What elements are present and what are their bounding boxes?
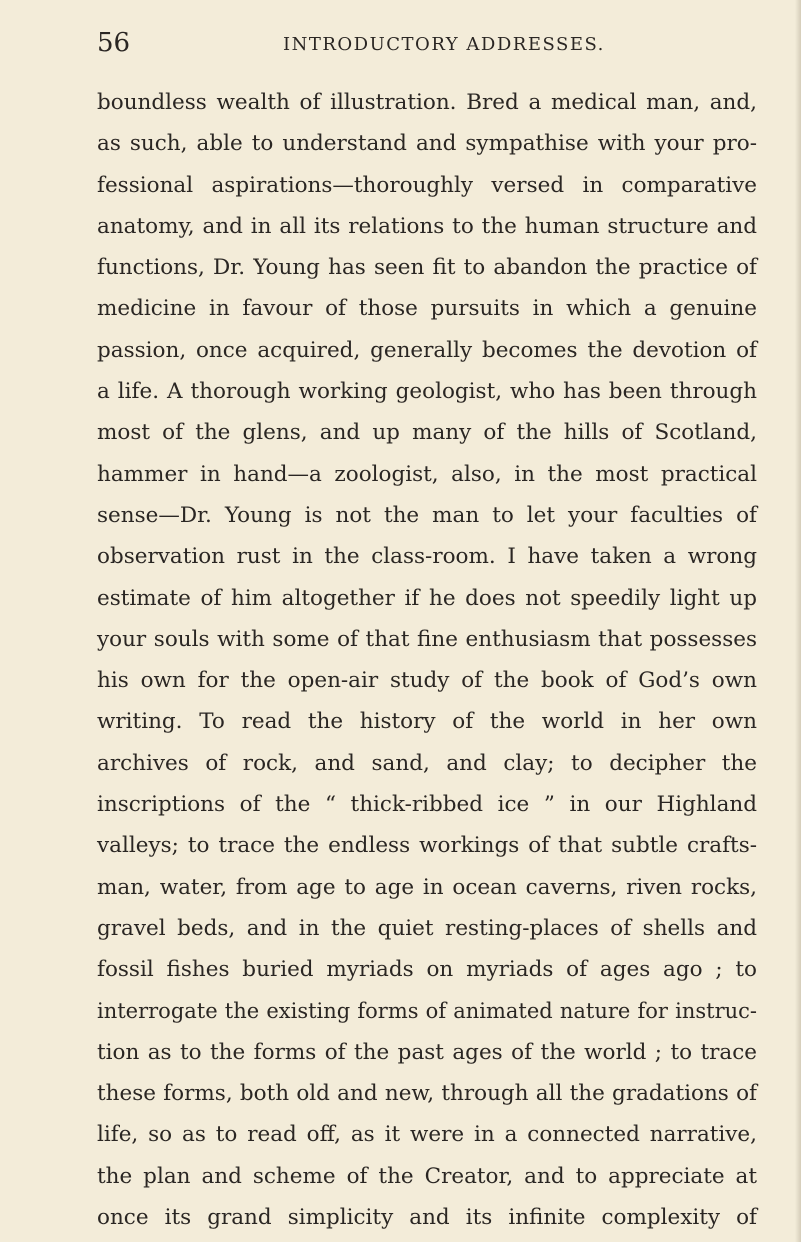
text-line: valleys; to trace the endless workings of that subtle crafts- [97, 833, 757, 859]
text-line: inscriptions of the “ thick-ribbed ice ” in our Highland [97, 792, 757, 818]
text-line: interrogate the existing forms of animated nature for instruc- [97, 998, 757, 1023]
text-line: most of the glens, and up many of the hills of Scotland, [97, 420, 757, 446]
text-line: the plan and scheme of the Creator, and to appreciate at [97, 1163, 757, 1189]
text-line: functions, Dr. Young has seen fit to abandon the practice of [97, 255, 757, 281]
text-line: anatomy, and in all its relations to the human structure and [97, 213, 757, 239]
text-line: writing. To read the history of the world in her own [97, 709, 757, 735]
text-line: fossil fishes buried myriads on myriads of ages ago ; to [97, 957, 757, 983]
text-line: once its grand simplicity and its infinite complexity of [97, 1205, 757, 1231]
running-head: INTRODUCTORY ADDRESSES. [283, 34, 605, 55]
text-line: passion, once acquired, generally becomes the devotion of [97, 337, 757, 363]
page-number: 56 [97, 28, 131, 58]
page-edge-shadow [795, 0, 801, 1242]
text-line: tion as to the forms of the past ages of the world ; to trace [97, 1039, 757, 1065]
text-line: observation rust in the class-room. I have taken a wrong [97, 544, 757, 570]
body-text [97, 82, 757, 1238]
text-line: a life. A thorough working geologist, who has been through [97, 379, 757, 405]
text-line: man, water, from age to age in ocean caverns, riven rocks, [97, 874, 757, 900]
text-line: estimate of him altogether if he does not speedily light up [97, 585, 757, 611]
text-line: life, so as to read off, as it were in a connected narrative, [97, 1122, 757, 1148]
text-line: medicine in favour of those pursuits in which a genuine [97, 296, 757, 322]
page-header [97, 28, 697, 62]
text-line: sense—Dr. Young is not the man to let your faculties of [97, 502, 757, 528]
text-line: gravel beds, and in the quiet resting-places of shells and [97, 915, 757, 941]
text-line: archives of rock, and sand, and clay; to decipher the [97, 750, 757, 776]
text-line: these forms, both old and new, through all the gradations of [97, 1081, 757, 1107]
text-line: as such, able to understand and sympathise with your pro- [97, 131, 757, 157]
text-line: his own for the open-air study of the book of God’s own [97, 668, 757, 694]
text-line: fessional aspirations—thoroughly versed in comparative [97, 172, 757, 198]
text-line: hammer in hand—a zoologist, also, in the most practical [97, 461, 757, 487]
text-line: your souls with some of that fine enthusiasm that possesses [97, 626, 757, 652]
text-line: boundless wealth of illustration. Bred a medical man, and, [97, 90, 757, 115]
